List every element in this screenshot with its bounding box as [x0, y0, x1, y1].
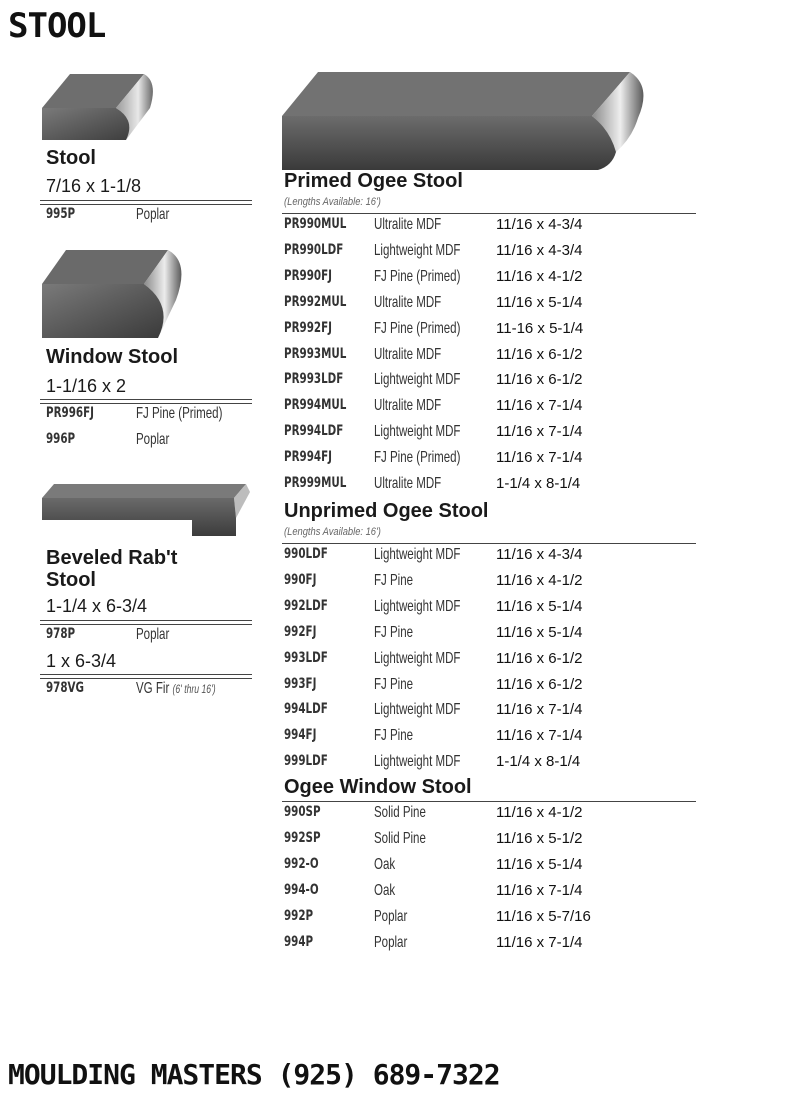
table-row [284, 546, 684, 570]
part-dimensions: 11/16 x 7-1/4 [496, 449, 583, 467]
material-note: (6' thru 16') [172, 682, 216, 696]
part-material: Oak [374, 855, 396, 873]
part-dimensions: 11/16 x 7-1/4 [496, 423, 583, 441]
part-code: PR993LDF [284, 371, 344, 388]
part-dimensions: 11/16 x 7-1/4 [496, 397, 583, 415]
part-dimensions: 11/16 x 4-3/4 [496, 241, 583, 259]
table-row [284, 650, 684, 674]
part-code: PR994LDF [284, 423, 344, 440]
part-material: Ultralite MDF [374, 397, 442, 415]
part-dimensions: 11/16 x 5-1/4 [496, 293, 583, 311]
part-material [136, 680, 216, 698]
lengths-note: (Lengths Available: 16') [284, 526, 381, 538]
table-row [284, 294, 684, 318]
part-code: 994LDF [284, 701, 328, 718]
part-material: FJ Pine (Primed) [136, 405, 223, 422]
footer: MOULDING MASTERS (925) 689-7322 [8, 1058, 500, 1091]
title-line: Beveled Rab't [46, 547, 178, 569]
stool-title: Stool [46, 147, 96, 169]
part-dimensions: 11/16 x 4-1/2 [496, 804, 583, 821]
part-code: 992LDF [284, 597, 328, 614]
part-material: FJ Pine [374, 571, 414, 589]
part-material: Poplar [136, 206, 170, 223]
part-material: FJ Pine [374, 727, 414, 745]
part-code: 994P [284, 933, 314, 950]
table-row [284, 701, 684, 725]
part-dimensions: 11/16 x 6-1/2 [496, 345, 583, 363]
part-material: Poplar [374, 907, 408, 925]
part-dimensions: 1-1/4 x 8-1/4 [496, 753, 581, 771]
stool-profile-image [40, 68, 160, 146]
section-rule [282, 801, 696, 802]
part-code: PR992FJ [284, 319, 332, 336]
part-code: PR990FJ [284, 267, 332, 284]
part-material: FJ Pine (Primed) [374, 319, 461, 337]
part-code: 992P [284, 907, 314, 924]
table-row [284, 882, 684, 906]
table-row [284, 676, 684, 700]
part-dimensions: 11/16 x 4-3/4 [496, 546, 583, 563]
part-material: Ultralite MDF [374, 216, 442, 233]
table-row [284, 908, 684, 932]
part-material: Lightweight MDF [374, 701, 461, 719]
part-code: PR993MUL [284, 345, 347, 362]
table-row [284, 475, 684, 499]
page-title: STOOL [8, 6, 106, 46]
part-code: 992SP [284, 829, 321, 846]
part-code: 999LDF [284, 753, 328, 770]
part-code: 990LDF [284, 546, 328, 562]
table-row [284, 727, 684, 751]
part-code: 990FJ [284, 571, 317, 588]
window-stool-profile-image [40, 248, 185, 343]
part-material: FJ Pine (Primed) [374, 267, 461, 285]
part-dimensions: 11/16 x 6-1/2 [496, 649, 583, 667]
beveled-rabbet-stool-profile-image [40, 478, 255, 540]
part-code: 993FJ [284, 675, 317, 692]
section-title: Unprimed Ogee Stool [284, 500, 489, 522]
part-dimensions: 11/16 x 7-1/4 [496, 701, 583, 719]
lengths-note: (Lengths Available: 16') [284, 196, 381, 208]
table-row [284, 320, 684, 344]
part-dimensions: 11-16 x 5-1/4 [496, 319, 584, 337]
table-row [284, 268, 684, 292]
part-material: Poplar [136, 626, 170, 643]
part-row [46, 206, 246, 230]
part-code: PR992MUL [284, 293, 347, 310]
part-material: Lightweight MDF [374, 241, 461, 259]
part-dimensions: 11/16 x 6-1/2 [496, 675, 583, 693]
part-row [46, 626, 256, 650]
part-row [46, 680, 256, 704]
beveled-rabbet-stool-title [46, 547, 177, 591]
part-dimensions: 11/16 x 5-1/4 [496, 623, 583, 641]
part-dimensions: 11/16 x 4-1/2 [496, 571, 583, 589]
part-dimensions: 11/16 x 5-1/4 [496, 855, 583, 873]
section-title: Ogee Window Stool [284, 776, 472, 798]
table-row [284, 753, 684, 777]
title-line: Stool [46, 569, 96, 591]
part-dimensions: 11/16 x 5-1/2 [496, 829, 583, 847]
section-rule [282, 213, 696, 214]
part-material: Solid Pine [374, 829, 426, 847]
table-row [284, 624, 684, 648]
part-material: Ultralite MDF [374, 345, 442, 363]
part-code: 995P [46, 206, 76, 222]
table-row [284, 804, 684, 828]
part-material: Lightweight MDF [374, 423, 461, 441]
part-code: PR996FJ [46, 405, 94, 421]
table-row [284, 934, 684, 958]
part-material: FJ Pine (Primed) [374, 449, 461, 467]
section-title: Primed Ogee Stool [284, 170, 463, 192]
part-material: Oak [374, 881, 396, 899]
beveled-rabbet-stool-size: 1-1/4 x 6-3/4 [46, 596, 148, 616]
part-dimensions: 11/16 x 4-3/4 [496, 216, 583, 233]
part-material: Poplar [374, 933, 408, 951]
part-dimensions: 11/16 x 4-1/2 [496, 267, 583, 285]
table-row [284, 449, 684, 473]
part-material: FJ Pine [374, 675, 414, 693]
window-stool-title: Window Stool [46, 346, 179, 368]
part-code: PR990MUL [284, 216, 347, 232]
table-row [284, 598, 684, 622]
beveled-rabbet-stool-rule [40, 620, 252, 625]
part-dimensions: 1-1/4 x 8-1/4 [496, 475, 581, 492]
part-material: Lightweight MDF [374, 753, 461, 771]
part-dimensions: 11/16 x 7-1/4 [496, 933, 583, 951]
part-dimensions: 11/16 x 5-7/16 [496, 907, 591, 925]
part-material: Solid Pine [374, 804, 426, 821]
part-row [46, 431, 256, 455]
part-material: Lightweight MDF [374, 597, 461, 615]
table-row [284, 346, 684, 370]
stool-rule [40, 200, 252, 205]
part-code: PR990LDF [284, 241, 344, 258]
table-row [284, 830, 684, 854]
part-code: PR999MUL [284, 475, 347, 491]
beveled-rabbet-stool-rule-2 [40, 674, 252, 679]
part-code: 993LDF [284, 649, 328, 666]
part-code: 996P [46, 431, 76, 447]
part-material: Lightweight MDF [374, 371, 461, 389]
part-code: 994FJ [284, 727, 317, 744]
part-code: 990SP [284, 804, 321, 820]
part-dimensions: 11/16 x 5-1/4 [496, 597, 583, 615]
table-row [284, 572, 684, 596]
stool-size: 7/16 x 1-1/8 [46, 176, 142, 196]
part-material: Poplar [136, 431, 170, 448]
part-material: Ultralite MDF [374, 293, 442, 311]
beveled-rabbet-stool-size-2: 1 x 6-3/4 [46, 651, 117, 671]
part-material: Ultralite MDF [374, 475, 442, 492]
part-code: 992-O [284, 855, 319, 872]
part-code: 992FJ [284, 623, 317, 640]
table-row [284, 371, 684, 395]
window-stool-rule [40, 399, 252, 404]
part-material: FJ Pine [374, 623, 414, 641]
table-row [284, 856, 684, 880]
part-code: PR994FJ [284, 449, 332, 466]
table-row [284, 216, 684, 240]
part-code: 978VG [46, 680, 85, 696]
part-code: 978P [46, 626, 76, 642]
ogee-stool-profile-image [280, 70, 650, 172]
part-code: PR994MUL [284, 397, 347, 414]
section-rule [282, 543, 696, 544]
part-dimensions: 11/16 x 7-1/4 [496, 727, 583, 745]
part-row [46, 405, 256, 429]
part-material: Lightweight MDF [374, 546, 461, 563]
table-row [284, 397, 684, 421]
table-row [284, 242, 684, 266]
part-dimensions: 11/16 x 6-1/2 [496, 371, 583, 389]
part-dimensions: 11/16 x 7-1/4 [496, 881, 583, 899]
table-row [284, 423, 684, 447]
window-stool-size: 1-1/16 x 2 [46, 376, 127, 396]
part-code: 994-O [284, 881, 319, 898]
part-material: Lightweight MDF [374, 649, 461, 667]
material-text: VG Fir [136, 680, 170, 697]
